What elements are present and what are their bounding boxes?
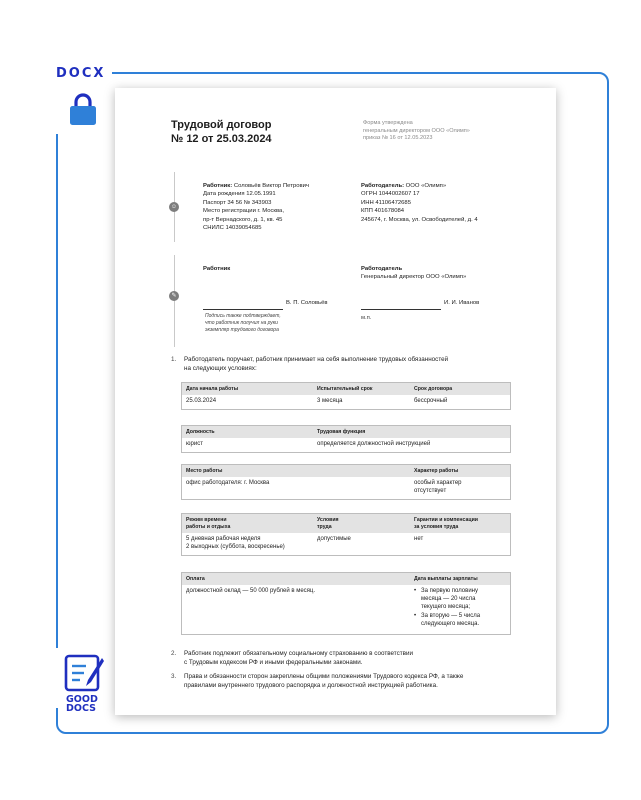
table-cell — [410, 585, 510, 634]
table-salary — [181, 572, 511, 635]
table-position — [181, 425, 511, 453]
table-cell: допустимые — [317, 536, 351, 542]
signatures-side-line — [174, 255, 175, 347]
employer-details: Работодатель: ООО «Олимп» ОГРН 1044002607 17 ИНН 41106472685 КПП 401678084 245674, г. Москва, ул. Освободителей, д. 4 — [361, 183, 478, 223]
table-cell: определяется должностной инструкцией — [317, 441, 431, 447]
list-item: • За вторую — 5 числа следующего месяца. — [414, 613, 506, 629]
table-header-cell: Должность — [186, 428, 215, 435]
form-approved-note: Форма утверждена генеральным директором ООО «Олимп» приказ № 16 от 12.05.2023 — [363, 120, 470, 142]
employee-details: Работник: Соловьёв Виктор Петрович Дата рождения 12.05.1991 Паспорт 34 56 № 343903 Место регистрации г. Москва, пр-т Вернадского, д. 1, кв. 45 СНИЛС 14039054685 — [203, 183, 309, 232]
lock-icon — [67, 92, 99, 126]
table-header-cell: Трудовая функция — [317, 428, 366, 435]
table-header-cell: Характер работы — [414, 467, 459, 474]
table-header-cell: Оплата — [186, 575, 205, 582]
table-header-cell: Срок договора — [414, 385, 453, 392]
table-cell: офис работодателя: г. Москва — [186, 480, 270, 486]
table-working-hours — [181, 513, 511, 556]
employer-signature-name: И. И. Иванов — [444, 300, 480, 306]
table-header-cell: Место работы — [186, 467, 223, 474]
table-cell: нет — [414, 536, 424, 542]
table-cell: особый характер отсутствует — [414, 480, 462, 494]
employer-signature-block: Работодатель Генеральный директор ООО «Олимп» — [361, 266, 467, 281]
employee-signature-note: Подпись также подтверждает, что работник получил на руки экземпляр трудового договора — [205, 313, 281, 333]
employee-signature-name: В. П. Соловьёв — [286, 300, 328, 306]
table-cell: бессрочный — [414, 398, 448, 404]
pen-icon: ✎ — [169, 291, 179, 301]
list-item: • За первую половину месяца — 20 числа текущего месяца; — [414, 588, 506, 611]
table-cell: юрист — [186, 441, 203, 447]
table-workplace — [181, 464, 511, 500]
table-header-cell: Испытательный срок — [317, 385, 373, 392]
clause-3: 3. Права и обязанности сторон закреплены общими положениями Трудового кодекса РФ, а также правилами внутреннего трудового распорядка и должностной инструкцией работника. — [171, 673, 464, 689]
document-title: Трудовой договор № 12 от 25.03.2024 — [171, 119, 272, 145]
table-cell: 25.03.2024 — [186, 398, 217, 404]
table-header-cell: Дата начала работы — [186, 385, 239, 392]
table-header-cell: Условия труда — [317, 516, 339, 530]
table-cell: должностной оклад — 50 000 рублей в месяц. — [186, 588, 316, 594]
clause-2: 2. Работник подлежит обязательному социальному страхованию в соответствии с Трудовым кодексом РФ и иными федеральными законами. — [171, 650, 414, 666]
docx-label: DOCX — [56, 66, 106, 81]
table-header-cell: Дата выплаты зарплаты — [414, 575, 478, 582]
table-header-cell: Режим времени работы и отдыха — [186, 516, 231, 530]
document-page — [115, 88, 556, 715]
table-start-terms — [181, 382, 511, 410]
table-cell: 5 дневная рабочая неделя 2 выходных (суббота, воскресенье) — [186, 536, 285, 550]
stamp-place: м.п. — [361, 315, 372, 321]
employee-signature-title: Работник — [203, 266, 231, 272]
table-header-cell: Гарантии и компенсации за условия труда — [414, 516, 478, 530]
employer-signature-line — [361, 309, 441, 310]
good-docs-wordmark: GOOD DOCS — [66, 694, 98, 714]
clause-1: 1. Работодатель поручает, работник принимает на себя выполнение трудовых обязанностей на следующих условиях: — [171, 356, 449, 372]
employee-signature-line — [203, 309, 283, 310]
table-cell: 3 месяца — [317, 398, 343, 404]
person-icon: ☺ — [170, 204, 178, 210]
